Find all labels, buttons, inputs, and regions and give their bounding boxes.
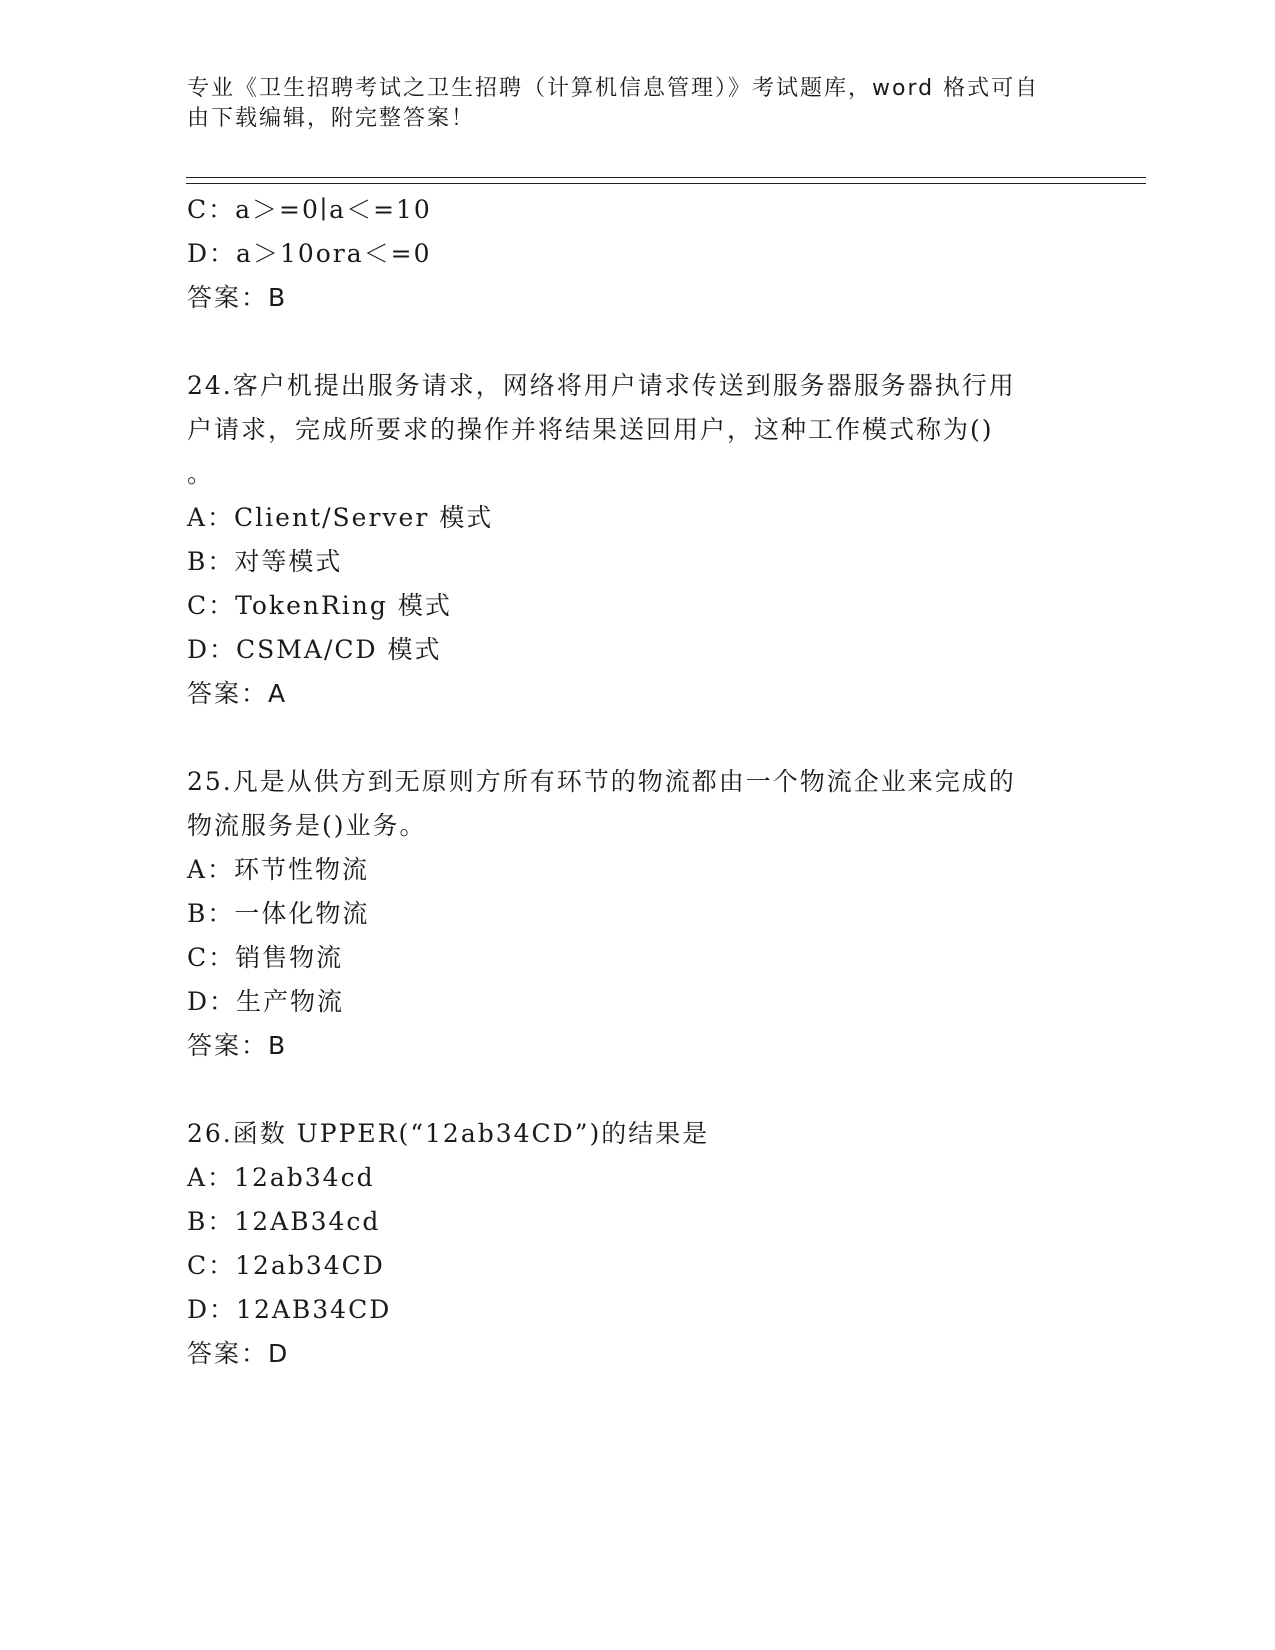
- q25-option-d: D：生产物流: [187, 987, 345, 1016]
- q23-answer: 答案：B: [187, 283, 288, 312]
- q23-option-d: D：a＞10ora＜=0: [187, 239, 432, 268]
- header-divider-top: [186, 177, 1146, 178]
- q24-stem-line-3: 。: [187, 459, 215, 488]
- document-header: [187, 74, 1087, 134]
- q24-stem-line-1: 24.客户机提出服务请求，网络将用户请求传送到服务器服务器执行用: [187, 371, 1016, 400]
- q24-option-a: A：Client/Server 模式: [187, 503, 494, 532]
- q24-option-b: B：对等模式: [187, 547, 343, 576]
- q24-option-c: C：TokenRing 模式: [187, 591, 452, 620]
- q26-stem-line-1: 26.函数 UPPER(“12ab34CD”)的结果是: [187, 1119, 710, 1148]
- q25-option-b: B：一体化物流: [187, 899, 370, 928]
- q23-option-c: C：a＞=0∣a＜=10: [187, 195, 432, 224]
- q26-option-b: B：12AB34cd: [187, 1207, 381, 1236]
- q25-stem-line-2: 物流服务是()业务。: [187, 811, 427, 840]
- q25-option-a: A：环节性物流: [187, 855, 370, 884]
- q26-option-c: C：12ab34CD: [187, 1251, 385, 1280]
- q25-answer: 答案：B: [187, 1031, 288, 1060]
- header-line-1: 专业《卫生招聘考试之卫生招聘（计算机信息管理）》考试题库，word 格式可自: [187, 76, 1040, 101]
- header-divider-bottom: [186, 183, 1146, 184]
- q24-option-d: D：CSMA/CD 模式: [187, 635, 442, 664]
- q26-option-a: A：12ab34cd: [187, 1163, 375, 1192]
- header-line-2: 由下载编辑，附完整答案！: [187, 106, 476, 131]
- q25-stem-line-1: 25.凡是从供方到无原则方所有环节的物流都由一个物流企业来完成的: [187, 767, 1016, 796]
- q25-option-c: C：销售物流: [187, 943, 344, 972]
- q24-stem-line-2: 户请求，完成所要求的操作并将结果送回用户，这种工作模式称为(): [187, 415, 994, 444]
- q26-option-d: D：12AB34CD: [187, 1295, 392, 1324]
- q24-answer: 答案：A: [187, 679, 288, 708]
- q26-answer: 答案：D: [187, 1339, 290, 1368]
